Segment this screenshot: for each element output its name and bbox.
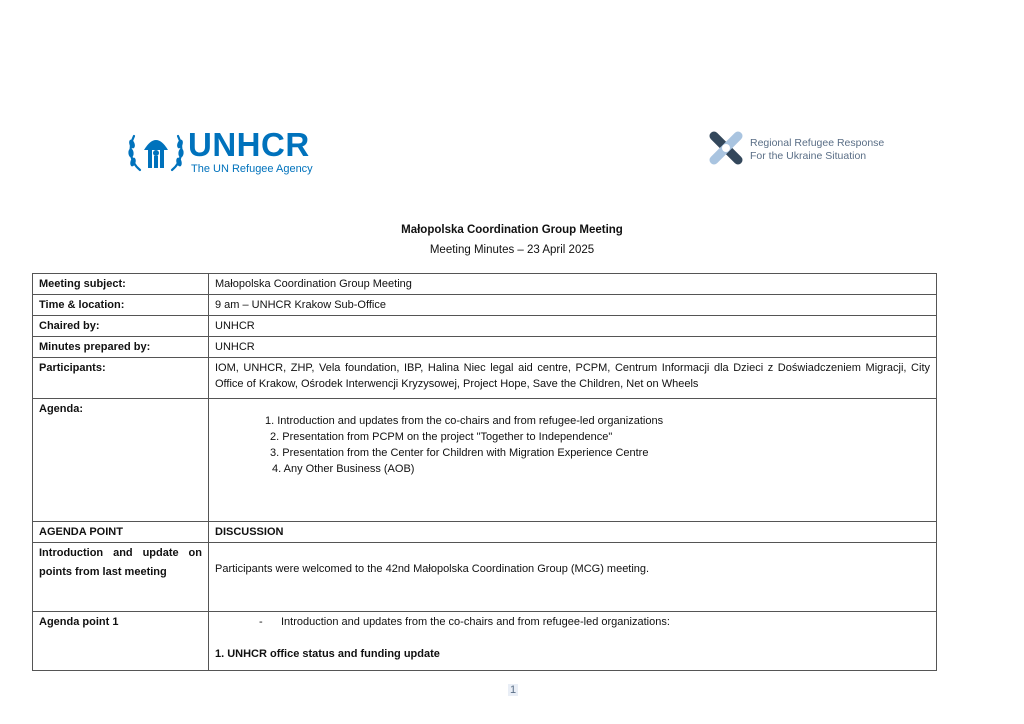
row-label: Minutes prepared by: [33, 337, 209, 358]
unhcr-emblem-icon [126, 126, 186, 176]
row-label: Meeting subject: [33, 274, 209, 295]
intro-value: Participants were welcomed to the 42nd Małopolska Coordination Group (MCG) meeting. [209, 543, 937, 612]
rrr-line-2: For the Ukraine Situation [750, 150, 867, 162]
discussion-header: DISCUSSION [209, 522, 937, 543]
row-value: Małopolska Coordination Group Meeting [209, 274, 937, 295]
row-value: 9 am – UNHCR Krakow Sub-Office [209, 295, 937, 316]
regional-refugee-response-logo [706, 128, 906, 172]
agenda-list [265, 413, 930, 477]
row-value: UNHCR [209, 337, 937, 358]
participants-value: IOM, UNHCR, ZHP, Vela foundation, IBP, Halina Niec legal aid centre, PCPM, Centrum Informacji dla Dzieci z Doświadczeniem Migracji, City Office of Krakow, Ośrodek Interwencji Kryzysowej, Project Hope, Save the Children, Net on Wheels [209, 358, 937, 399]
table-row [33, 358, 937, 399]
table-header-row [33, 522, 937, 543]
unhcr-logo [126, 126, 336, 178]
agenda-item: 3. Presentation from the Center for Children with Migration Experience Centre [270, 447, 649, 459]
agenda-point-1-subheading: 1. UNHCR office status and funding update [215, 648, 440, 660]
agenda-row [33, 399, 937, 522]
table-row [33, 274, 937, 295]
table-row [33, 543, 937, 612]
document-title: Małopolska Coordination Group Meeting [401, 224, 623, 236]
rrr-cross-icon [706, 128, 746, 168]
page-number: 1 [510, 684, 517, 696]
table-row [33, 316, 937, 337]
agenda-item: 2. Presentation from PCPM on the project "Together to Independence" [270, 431, 613, 443]
agenda-point-1-label: Agenda point 1 [33, 612, 209, 671]
agenda-point-1-cell [209, 612, 937, 671]
minutes-table [32, 273, 937, 671]
agenda-label: Agenda: [33, 399, 209, 522]
table-row [33, 612, 937, 671]
agenda-item: 4. Any Other Business (AOB) [272, 463, 415, 475]
table-row [33, 295, 937, 316]
bullet-text: Introduction and updates from the co-chairs and from refugee-led organizations: [281, 616, 670, 628]
agenda-point-1-bullet [215, 614, 930, 630]
unhcr-wordmark: UNHCR [188, 126, 310, 163]
rrr-line-1: Regional Refugee Response [750, 137, 885, 149]
agenda-cell [209, 399, 937, 522]
agenda-item: 1. Introduction and updates from the co-chairs and from refugee-led organizations [265, 415, 664, 427]
intro-label: Introduction and update on points from last meeting [33, 543, 209, 612]
table-row [33, 337, 937, 358]
row-label: Chaired by: [33, 316, 209, 337]
row-label: Time & location: [33, 295, 209, 316]
agenda-point-header: AGENDA POINT [33, 522, 209, 543]
unhcr-tagline: The UN Refugee Agency [191, 163, 313, 175]
row-value: UNHCR [209, 316, 937, 337]
dash-bullet: - [259, 616, 263, 628]
row-label: Participants: [33, 358, 209, 399]
document-subtitle: Meeting Minutes – 23 April 2025 [429, 244, 595, 256]
rrr-text [750, 137, 884, 163]
